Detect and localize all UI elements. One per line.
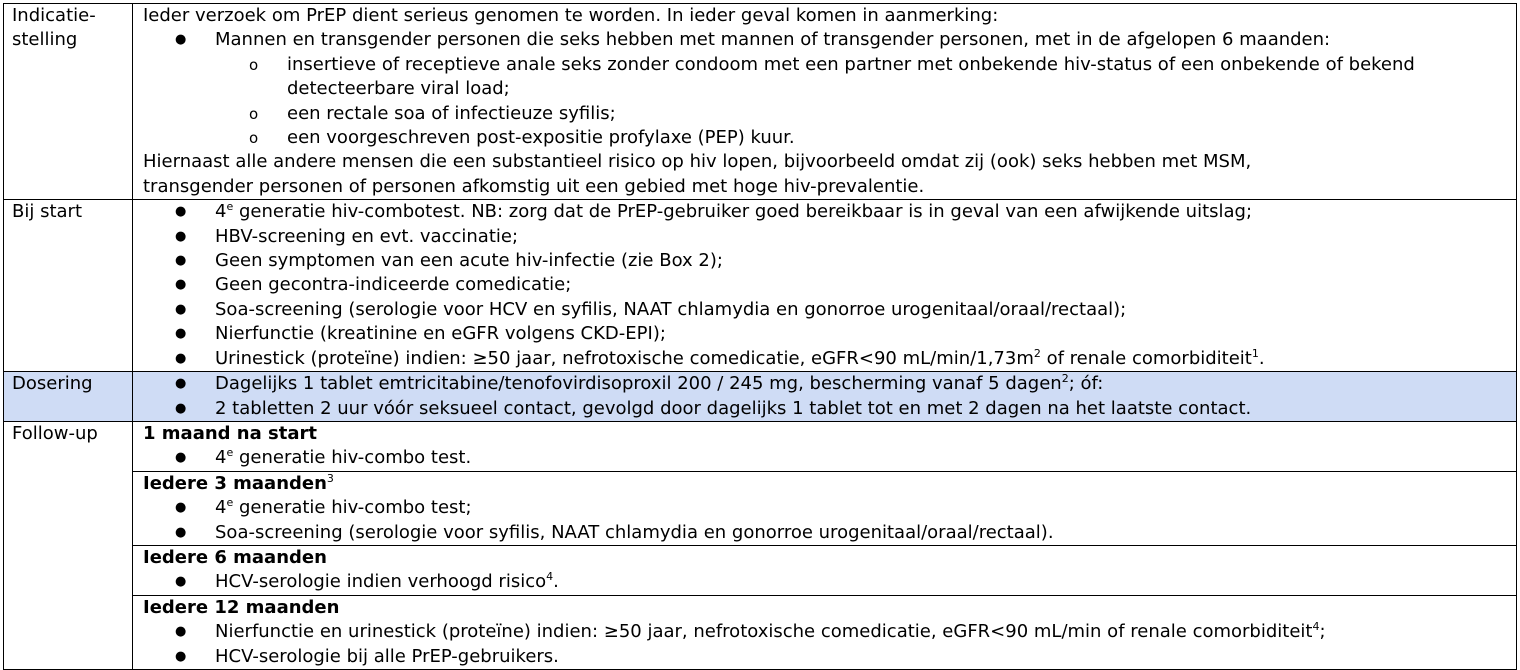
list-item bbox=[143, 28, 1506, 52]
prep-table bbox=[3, 3, 1517, 670]
bullet-icon: ● bbox=[175, 253, 187, 269]
indicatie-outro-2: transgender personen of personen afkomstig uit een gebied met hoge hiv-prevalentie. bbox=[143, 175, 925, 197]
list-item-text: 4 bbox=[215, 497, 227, 519]
list-item bbox=[143, 446, 1506, 470]
list-item bbox=[143, 298, 1506, 322]
list-item-text: ; bbox=[1319, 621, 1326, 643]
list-item bbox=[143, 322, 1506, 346]
row-head-bij-start: Bij start bbox=[4, 200, 133, 372]
circle-bullet-icon: o bbox=[249, 104, 259, 123]
list-item-text: Nierfunctie en urinestick (proteïne) indien: ≥50 jaar, nefrotoxische comedicatie, eGFR<90 mL/min of renale comorbiditeit bbox=[215, 621, 1313, 643]
list-item-text: HCV-serologie bij alle PrEP-gebruikers. bbox=[215, 645, 559, 667]
bullet-icon: ● bbox=[175, 277, 187, 293]
circle-bullet-icon: o bbox=[249, 55, 259, 74]
bullet-icon: ● bbox=[175, 450, 187, 466]
footnote-ref: 4 bbox=[546, 570, 554, 584]
row-dosering bbox=[4, 372, 1517, 422]
list-item-text: Soa-screening (serologie voor syfilis, NAAT chlamydia en gonorroe urogenitaal/oraal/rectaal). bbox=[215, 521, 1054, 543]
followup-section-1-maand bbox=[133, 422, 1516, 472]
footnote-ref: 2 bbox=[1061, 372, 1069, 386]
list-item-text: 4 bbox=[215, 447, 227, 469]
indicatie-intro: Ieder verzoek om PrEP dient serieus genomen te worden. In ieder geval komen in aanmerking: bbox=[143, 5, 999, 26]
followup-section-3-maanden bbox=[133, 472, 1516, 546]
list-item-text: Geen gecontra-indiceerde comedicatie; bbox=[215, 274, 572, 296]
followup-section-title: 1 maand na start bbox=[143, 422, 317, 444]
sub-list-item bbox=[143, 53, 1506, 102]
sub-list-item bbox=[143, 102, 1506, 126]
bullet-icon: ● bbox=[175, 228, 187, 244]
list-item-text: . bbox=[1258, 347, 1265, 369]
list-item bbox=[143, 620, 1506, 644]
bullet-icon: ● bbox=[175, 350, 187, 366]
row-content-indicatiestelling bbox=[133, 4, 1517, 200]
bullet-icon: ● bbox=[175, 574, 187, 590]
bullet-icon: ● bbox=[175, 204, 187, 220]
superscript: e bbox=[226, 496, 234, 510]
footnote-ref: 4 bbox=[1312, 620, 1320, 634]
list-item-text: Nierfunctie (kreatinine en eGFR volgens CKD-EPI); bbox=[215, 323, 666, 345]
list-item-text: Geen symptomen van een acute hiv-infectie (zie Box 2); bbox=[215, 250, 723, 272]
list-item bbox=[143, 225, 1506, 249]
superscript: e bbox=[226, 200, 234, 214]
list-item bbox=[143, 200, 1506, 224]
row-indicatiestelling bbox=[4, 4, 1517, 200]
followup-section-title: Iedere 6 maanden bbox=[143, 546, 327, 568]
bullet-icon: ● bbox=[175, 500, 187, 516]
circle-bullet-icon: o bbox=[249, 129, 259, 148]
list-item-text: 4 bbox=[215, 201, 227, 223]
list-item bbox=[143, 372, 1506, 396]
list-item-text: HCV-serologie indien verhoogd risico bbox=[215, 571, 547, 593]
followup-section-12-maanden bbox=[133, 596, 1516, 669]
sub-list-item-text: een rectale soa of infectieuze syfilis; bbox=[287, 102, 616, 124]
sub-list-item-text: een voorgeschreven post-expositie profylaxe (PEP) kuur. bbox=[287, 127, 795, 149]
list-item bbox=[143, 570, 1506, 594]
bullet-icon: ● bbox=[175, 524, 187, 540]
bullet-icon: ● bbox=[175, 624, 187, 640]
list-item-text: Urinestick (proteïne) indien: ≥50 jaar, nefrotoxische comedicatie, eGFR<90 mL/min/1,73m bbox=[215, 347, 1034, 369]
indicatie-outro-1: Hiernaast alle andere mensen die een substantieel risico op hiv lopen, bijvoorbeeld omdat zij (ook) seks hebben met MSM, bbox=[143, 151, 1252, 173]
list-item-text: 2 tabletten 2 uur vóór seksueel contact, gevolgd door dagelijks 1 tablet tot en met 2 dagen na het laatste contact. bbox=[215, 397, 1252, 419]
list-item-text: generatie hiv-combo test; bbox=[233, 497, 472, 519]
list-item-text: . bbox=[553, 571, 559, 593]
list-item-text: Soa-screening (serologie voor HCV en syfilis, NAAT chlamydia en gonorroe urogenitaal/oraal/rectaal); bbox=[215, 298, 1127, 320]
list-item-text: Mannen en transgender personen die seks hebben met mannen of transgender personen, met in de afgelopen 6 maanden: bbox=[215, 29, 1331, 51]
followup-section-title: Iedere 12 maanden bbox=[143, 596, 340, 618]
list-item-text: generatie hiv-combo test. bbox=[233, 447, 472, 469]
row-follow-up bbox=[4, 421, 1517, 669]
followup-section-title bbox=[143, 472, 1506, 496]
footnote-ref: 3 bbox=[326, 471, 334, 485]
list-item bbox=[143, 273, 1506, 297]
superscript: e bbox=[226, 446, 234, 460]
list-item-text: Dagelijks 1 tablet emtricitabine/tenofovirdisoproxil 200 / 245 mg, bescherming vanaf 5 dagen bbox=[215, 373, 1062, 395]
row-content-bij-start bbox=[133, 200, 1517, 372]
list-item bbox=[143, 645, 1506, 669]
row-head-dosering: Dosering bbox=[4, 372, 133, 422]
bullet-icon: ● bbox=[175, 326, 187, 342]
list-item-text: HBV-screening en evt. vaccinatie; bbox=[215, 225, 519, 247]
list-item-text: of renale comorbiditeit bbox=[1040, 347, 1252, 369]
list-item bbox=[143, 249, 1506, 273]
list-item bbox=[143, 347, 1506, 371]
bullet-icon: ● bbox=[175, 32, 187, 48]
list-item bbox=[143, 521, 1506, 545]
sub-list-item bbox=[143, 126, 1506, 150]
list-item-text: ; óf: bbox=[1068, 373, 1104, 395]
bullet-icon: ● bbox=[175, 376, 187, 392]
row-head-indicatiestelling: Indicatie- stelling bbox=[4, 4, 133, 200]
row-bij-start bbox=[4, 200, 1517, 372]
row-head-follow-up: Follow-up bbox=[4, 421, 133, 669]
row-content-follow-up bbox=[133, 421, 1517, 669]
bullet-icon: ● bbox=[175, 400, 187, 416]
footnote-ref: 1 bbox=[1251, 346, 1259, 360]
followup-section-title-text: Iedere 3 maanden bbox=[143, 472, 327, 494]
sub-list-item-text: insertieve of receptieve anale seks zonder condoom met een partner met onbekende hiv-status of een onbekende of bekend detecteerbare viral load; bbox=[287, 53, 1415, 100]
bullet-icon: ● bbox=[175, 648, 187, 664]
superscript: 2 bbox=[1033, 346, 1041, 360]
followup-section-6-maanden bbox=[133, 546, 1516, 596]
list-item bbox=[143, 496, 1506, 520]
bullet-icon: ● bbox=[175, 301, 187, 317]
list-item-text: generatie hiv-combotest. NB: zorg dat de PrEP-gebruiker goed bereikbaar is in geval van een afwijkende uitslag; bbox=[233, 201, 1253, 223]
list-item bbox=[143, 397, 1506, 421]
row-content-dosering bbox=[133, 372, 1517, 422]
